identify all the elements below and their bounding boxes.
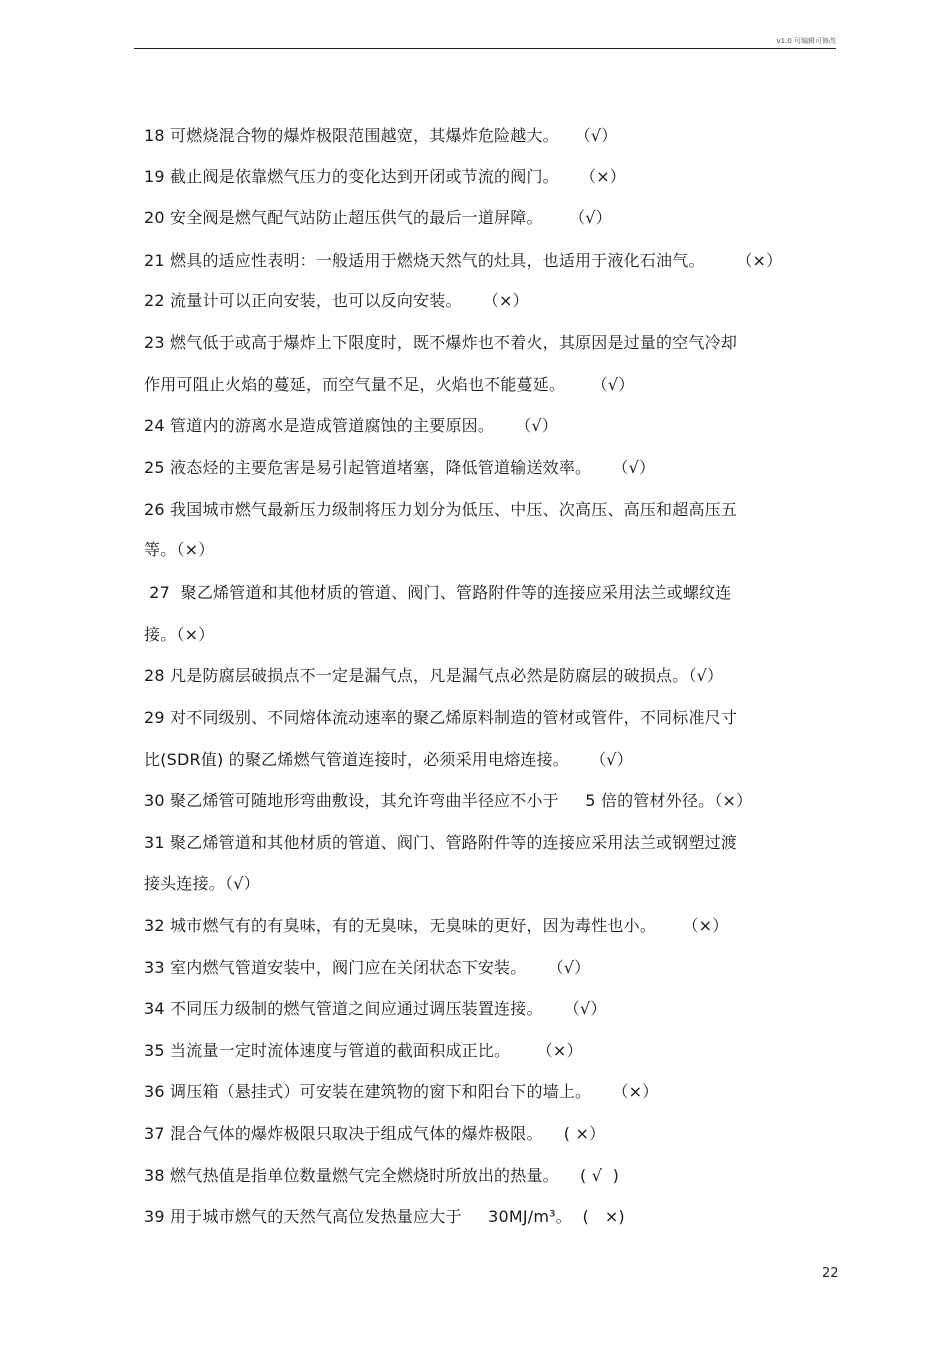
text-line: 36 调压箱（悬挂式）可安装在建筑物的窗下和阳台下的墙上。 （×） [144,1082,659,1101]
text-line: 28 凡是防腐层破损点不一定是漏气点，凡是漏气点必然是防腐层的破损点。（√） [144,666,724,685]
text-line: 32 城市燃气有的有臭味，有的无臭味，无臭味的更好，因为毒性也小。 （×） [144,916,729,935]
text-line: 21 燃具的适应性表明：一般适用于燃烧天然气的灶具，也适用于液化石油气。 （×） [144,251,783,270]
text-line: 29 对不同级别、不同熔体流动速率的聚乙烯原料制造的管材或管件，不同标准尺寸 [144,708,738,727]
header-rule [134,48,836,49]
page-number: 22 [822,1266,839,1281]
text-line: 作用可阻止火焰的蔓延，而空气量不足，火焰也不能蔓延。 （√） [144,375,635,394]
text-line: 23 燃气低于或高于爆炸上下限度时，既不爆炸也不着火，其原因是过量的空气冷却 [144,333,738,352]
text-line: 等。（×） [144,540,215,559]
text-line: 25 液态烃的主要危害是易引起管道堵塞，降低管道输送效率。 （√） [144,458,656,477]
text-line: 18 可燃烧混合物的爆炸极限范围越宽，其爆炸危险越大。 （√） [144,126,618,145]
text-line: 接头连接。（√） [144,874,260,893]
text-line: 30 聚乙烯管可随地形弯曲敷设，其允许弯曲半径应不小于 5 倍的管材外径。（×） [144,791,753,810]
text-line: 34 不同压力级制的燃气管道之间应通过调压装置连接。 （√） [144,999,607,1018]
text-line: 39 用于城市燃气的天然气高位发热量应大于 30MJ/m³。 ( ×) [144,1207,625,1226]
text-line: 31 聚乙烯管道和其他材质的管道、阀门、管路附件等的连接应采用法兰或钢塑过渡 [144,833,738,852]
text-line: 19 截止阀是依靠燃气压力的变化达到开闭或节流的阀门。 （×） [144,167,626,186]
text-line: 27 聚乙烯管道和其他材质的管道、阀门、管路附件等的连接应采用法兰或螺纹连 [144,583,732,602]
text-line: 33 室内燃气管道安装中，阀门应在关闭状态下安装。 （√） [144,958,591,977]
header-version-text: v1.0 可编辑可修改 [776,37,836,45]
text-line: 24 管道内的游离水是造成管道腐蚀的主要原因。 （√） [144,416,558,435]
text-line: 37 混合气体的爆炸极限只取决于组成气体的爆炸极限。 ( ×） [144,1124,606,1143]
text-line: 比(SDR值) 的聚乙烯燃气管道连接时，必须采用电熔连接。 （√） [144,750,633,769]
text-line: 35 当流量一定时流体速度与管道的截面积成正比。 （×） [144,1041,583,1060]
text-line: 26 我国城市燃气最新压力级制将压力划分为低压、中压、次高压、高压和超高压五 [144,500,738,519]
text-line: 22 流量计可以正向安装，也可以反向安装。 （×） [144,291,529,310]
text-line: 接。（×） [144,625,215,644]
text-line: 38 燃气热值是指单位数量燃气完全燃烧时所放出的热量。 ( √ ) [144,1166,620,1185]
text-line: 20 安全阀是燃气配气站防止超压供气的最后一道屏障。 （√） [144,208,612,227]
